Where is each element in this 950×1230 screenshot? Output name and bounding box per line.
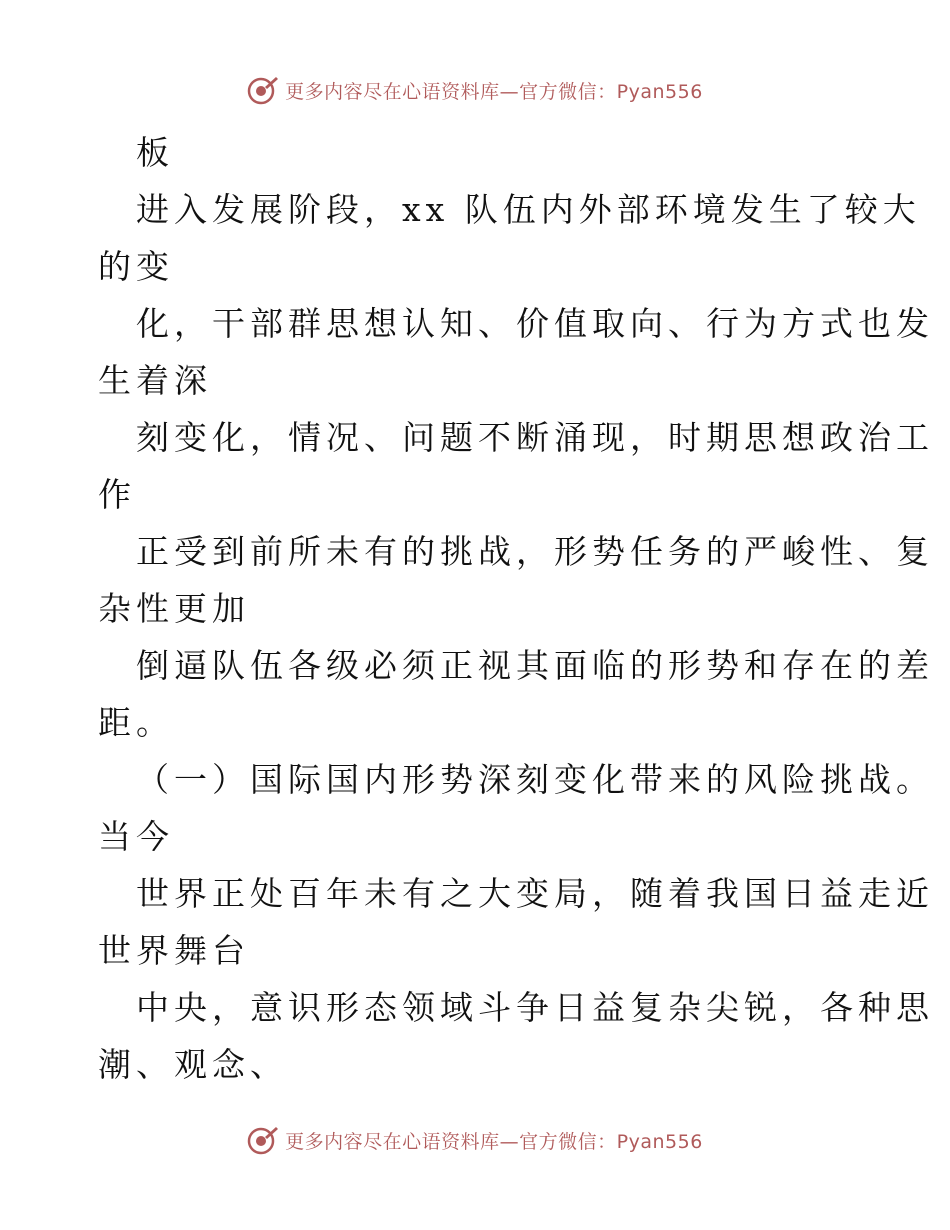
text-line: 正受到前所未有的挑战，形势任务的严峻性、复 [136, 532, 934, 571]
document-body [98, 124, 934, 1093]
text-line: 生着深 [98, 361, 212, 400]
header-watermark [0, 70, 950, 110]
text-line: 化，干部群思想认知、价值取向、行为方式也发 [136, 304, 934, 343]
footer-watermark [0, 1120, 950, 1160]
text-line: 当今 [98, 817, 174, 856]
text-line: 作 [98, 475, 136, 514]
text-line: 距。 [98, 703, 174, 742]
text-line: 世界正处百年未有之大变局，随着我国日益走近 [136, 874, 934, 913]
text-line: 潮、观念、 [98, 1045, 288, 1084]
text-line: 进入发展阶段，xx 队伍内外部环境发生了较大 [136, 190, 921, 229]
text-line: 杂性更加 [98, 589, 250, 628]
text-line: 的变 [98, 247, 174, 286]
text-line: 世界舞台 [98, 931, 250, 970]
text-line: 中央，意识形态领域斗争日益复杂尖锐，各种思 [136, 988, 934, 1027]
text-line: 板 [136, 133, 174, 172]
text-line: 刻变化，情况、问题不断涌现，时期思想政治工 [136, 418, 934, 457]
watermark-text: 更多内容尽在心语资料库—官方微信：Pyan556 [285, 80, 703, 103]
text-line: （一）国际国内形势深刻变化带来的风险挑战。 [136, 760, 934, 799]
watermark-text: 更多内容尽在心语资料库—官方微信：Pyan556 [285, 1130, 703, 1153]
text-line: 倒逼队伍各级必须正视其面临的形势和存在的差 [136, 646, 934, 685]
pen-logo-icon [247, 74, 279, 106]
pen-logo-icon [247, 1124, 279, 1156]
